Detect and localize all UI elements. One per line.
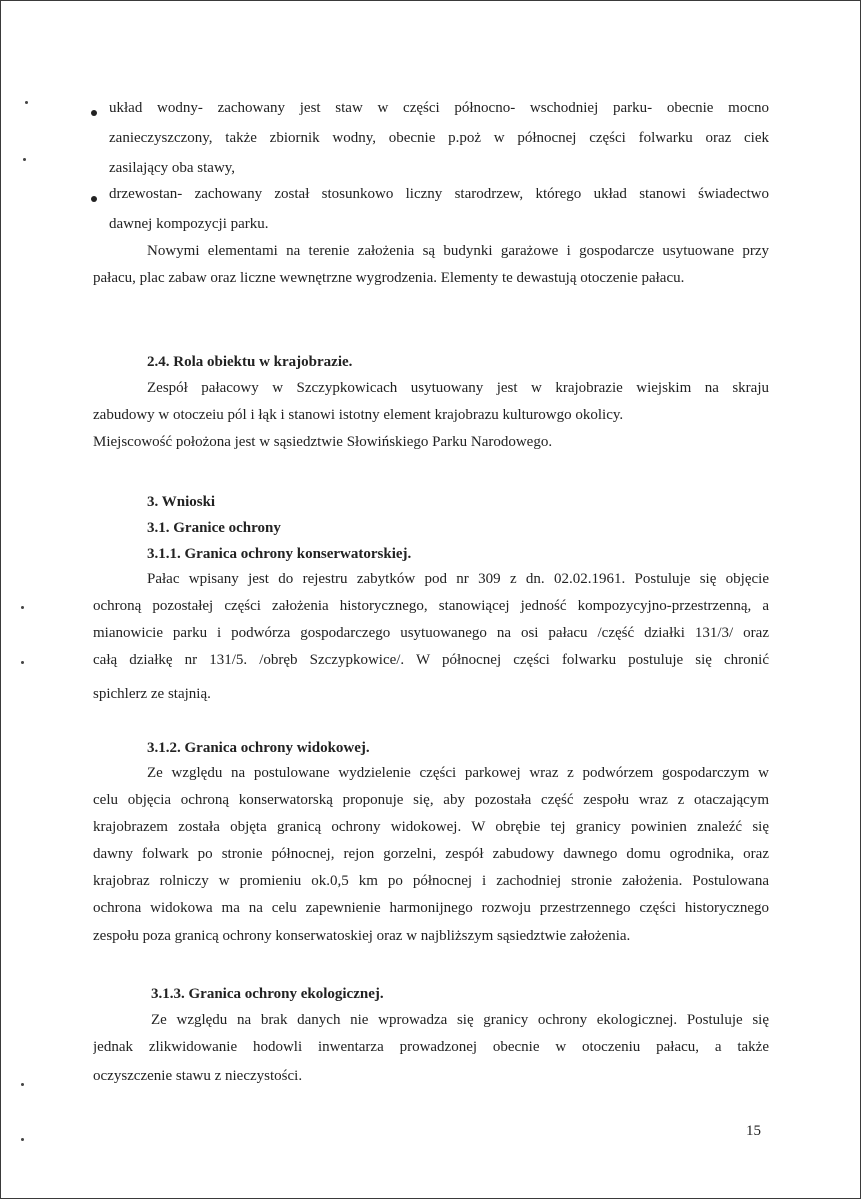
section-3-1-3-heading: 3.1.3. Granica ochrony ekologicznej. (151, 986, 384, 1002)
bullet-2-line-1: drzewostan- zachowany został stosunkowo liczny starodrzew, którego układ stanowi świadectwo (109, 186, 769, 202)
bullet-marker (91, 196, 97, 202)
page-number: 15 (746, 1123, 761, 1139)
bullet-marker (91, 110, 97, 116)
section-3-1-2-line-3: krajobrazem została objęta granicą ochrony widokowej. W obrębie tej granicy powinien znaleźć się (93, 819, 769, 835)
scan-artifact (21, 1138, 24, 1141)
section-3-1-2-line-7: zespołu poza granicą ochrony konserwatoskiej oraz w najbliższym sąsiedztwie założenia. (93, 928, 631, 944)
section-2-4-line-2: zabudowy w otoczeiu pól i łąk i stanowi istotny element krajobrazu kulturowgo okolicy. (93, 407, 624, 423)
section-3-1-3-line-1: Ze względu na brak danych nie wprowadza się granicy ochrony ekologicznej. Postuluje się (151, 1012, 769, 1028)
bullet-1-line-2: zanieczyszczony, także zbiornik wodny, obecnie p.poż w północnej części folwarku oraz ciek (109, 130, 769, 146)
section-3-1-2-line-2: celu objęcia ochroną konserwatorską proponuje się, aby pozostała część zespołu wraz z otaczającym (93, 792, 769, 808)
intro-paragraph-line-2: pałacu, plac zabaw oraz liczne wewnętrzne wygrodzenia. Elementy te dewastują otoczenie pałacu. (93, 270, 685, 286)
section-2-4-line-3: Miejscowość położona jest w sąsiedztwie Słowińskiego Parku Narodowego. (93, 434, 553, 450)
scan-artifact (23, 158, 26, 161)
section-3-1-1-line-3: mianowicie parku i podwórza gospodarczego usytuowanego na osi pałacu /część działki 131/3/ oraz (93, 625, 769, 641)
bullet-1-line-3: zasilający oba stawy, (109, 160, 236, 176)
bullet-2-line-2: dawnej kompozycji parku. (109, 216, 269, 232)
section-3-1-2-line-1: Ze względu na postulowane wydzielenie części parkowej wraz z podwórzem gospodarczym w (147, 765, 769, 781)
intro-paragraph-line-1: Nowymi elementami na terenie założenia są budynki garażowe i gospodarcze usytuowane przy (147, 243, 769, 259)
section-3-1-1-line-2: ochroną pozostałej części założenia historycznego, stanowiącej jedność kompozycyjno-przestrzenną, a (93, 598, 769, 614)
section-3-1-2-line-6: ochrona widokowa ma na celu zapewnienie harmonijnego rozwoju przestrzennego części historycznego (93, 900, 769, 916)
section-3-1-3-line-3: oczyszczenie stawu z nieczystości. (93, 1068, 303, 1084)
section-3-1-2-line-4: dawny folwark po stronie północnej, rejon gorzelni, zespół zabudowy dawnego domu ogrodnika, oraz (93, 846, 769, 862)
section-2-4-heading: 2.4. Rola obiektu w krajobrazie. (147, 354, 353, 370)
bullet-1-line-1: układ wodny- zachowany jest staw w części północno- wschodniej parku- obecnie mocno (109, 100, 769, 116)
section-2-4-line-1: Zespół pałacowy w Szczypkowicach usytuowany jest w krajobrazie wiejskim na skraju (147, 380, 769, 396)
section-3-1-3-line-2: jednak zlikwidowanie hodowli inwentarza prowadzonej obecnie w otoczeniu pałacu, a także (93, 1039, 769, 1055)
section-3-heading: 3. Wnioski (147, 494, 216, 510)
section-3-1-1-heading: 3.1.1. Granica ochrony konserwatorskiej. (147, 546, 412, 562)
scan-artifact (21, 606, 24, 609)
section-3-1-1-line-1: Pałac wpisany jest do rejestru zabytków pod nr 309 z dn. 02.02.1961. Postuluje się objęcie (147, 571, 769, 587)
section-3-1-1-line-5: spichlerz ze stajnią. (93, 686, 211, 702)
section-3-1-heading: 3.1. Granice ochrony (147, 520, 281, 536)
section-3-1-2-heading: 3.1.2. Granica ochrony widokowej. (147, 740, 370, 756)
scan-artifact (25, 101, 28, 104)
section-3-1-1-line-4: całą działkę nr 131/5. /obręb Szczypkowice/. W północnej części folwarku postuluje się chronić (93, 652, 769, 668)
scan-artifact (21, 661, 24, 664)
scan-artifact (21, 1083, 24, 1086)
section-3-1-2-line-5: krajobraz rolniczy w promieniu ok.0,5 km po północnej i zachodniej stronie założenia. Postulowana (93, 873, 769, 889)
